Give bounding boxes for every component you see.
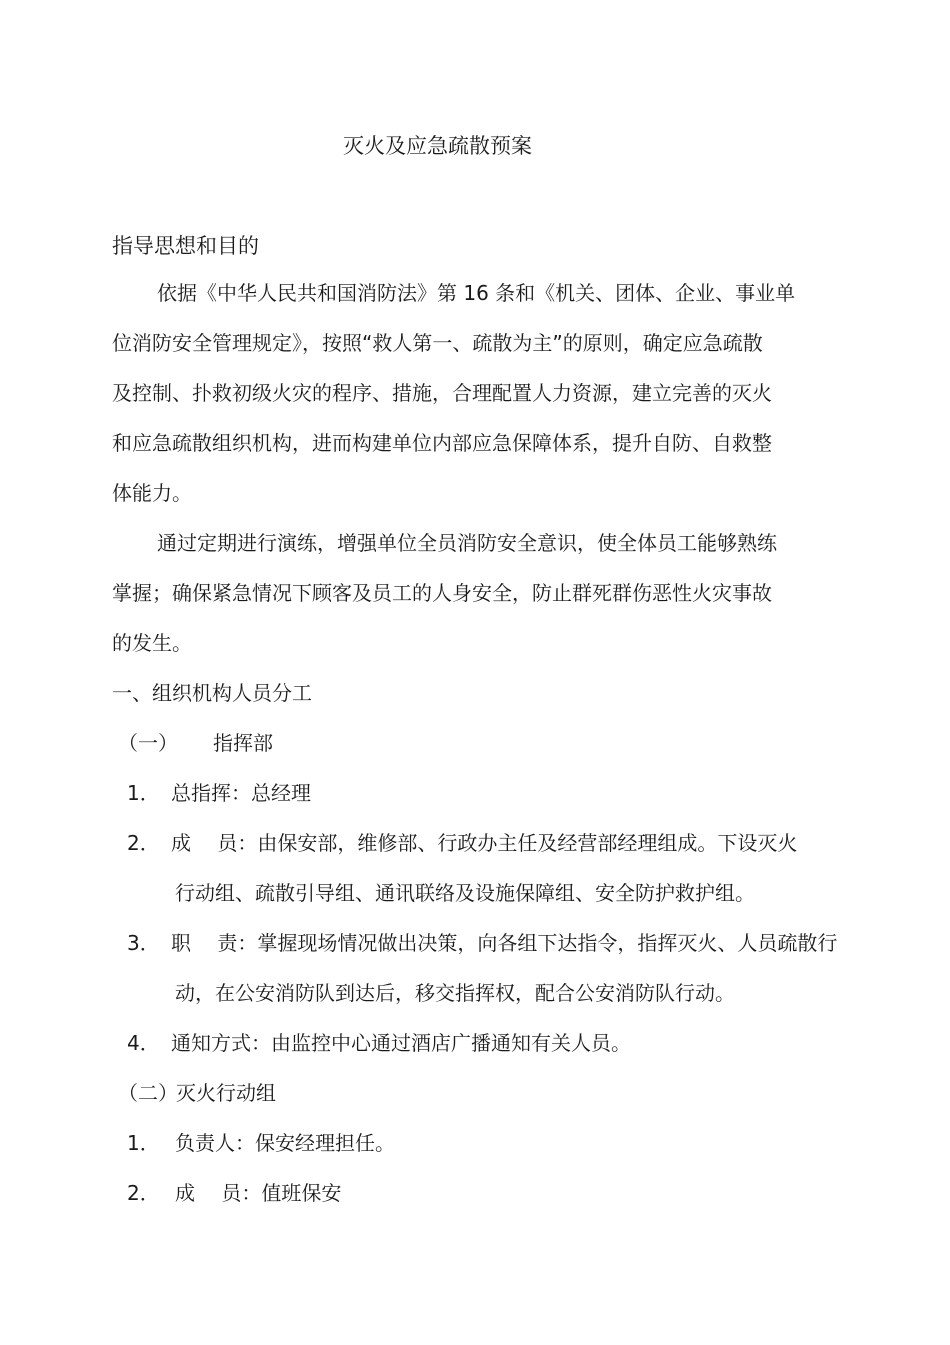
paragraph-line: 和应急疏散组织机构，进而构建单位内部应急保障体系，提升自防、自救整 (112, 431, 772, 455)
page-title: 灭火及应急疏散预案 (343, 134, 532, 158)
paragraph-line: 通过定期进行演练，增强单位全员消防安全意识，使全体员工能够熟练 (157, 531, 777, 555)
list-item-text: 成 员：由保安部，维修部、行政办主任及经营部经理组成。下设灭火 (171, 831, 798, 855)
paragraph-line: 掌握；确保紧急情况下顾客及员工的人身安全，防止群死群伤恶性火灾事故 (112, 581, 772, 605)
subsection-label: （二） (118, 1081, 178, 1105)
list-number: 3． (127, 931, 160, 955)
list-item-text: 总指挥：总经理 (171, 781, 311, 805)
subsection-title-command: 指挥部 (213, 731, 273, 755)
list-number: 1． (127, 781, 160, 805)
list-number: 2． (127, 1181, 160, 1205)
section-heading-organization: 一、组织机构人员分工 (112, 681, 312, 705)
paragraph-line: 及控制、扑救初级火灾的程序、措施，合理配置人力资源，建立完善的灭火 (112, 381, 772, 405)
subsection-title-firefighting: 灭火行动组 (176, 1081, 276, 1105)
list-item-text: 动，在公安消防队到达后，移交指挥权，配合公安消防队行动。 (175, 981, 735, 1005)
list-item-text: 成 员：值班保安 (175, 1181, 342, 1205)
list-number: 1． (127, 1131, 160, 1155)
list-item-text: 职 责：掌握现场情况做出决策，向各组下达指令，指挥灭火、人员疏散行 (171, 931, 838, 955)
paragraph-line: 位消防安全管理规定》，按照“救人第一、疏散为主”的原则，确定应急疏散 (112, 331, 763, 355)
list-number: 2． (127, 831, 160, 855)
subsection-label: （一） (118, 731, 178, 755)
list-item-text: 行动组、疏散引导组、通讯联络及设施保障组、安全防护救护组。 (175, 881, 755, 905)
section-heading-guiding: 指导思想和目的 (112, 234, 259, 258)
list-number: 4． (127, 1031, 160, 1055)
paragraph-line: 的发生。 (112, 631, 192, 655)
list-item-text: 负责人：保安经理担任。 (175, 1131, 395, 1155)
paragraph-line: 体能力。 (112, 481, 192, 505)
paragraph-line: 依据《中华人民共和国消防法》第 16 条和《机关、团体、企业、事业单 (157, 281, 796, 305)
list-item-text: 通知方式：由监控中心通过酒店广播通知有关人员。 (171, 1031, 631, 1055)
